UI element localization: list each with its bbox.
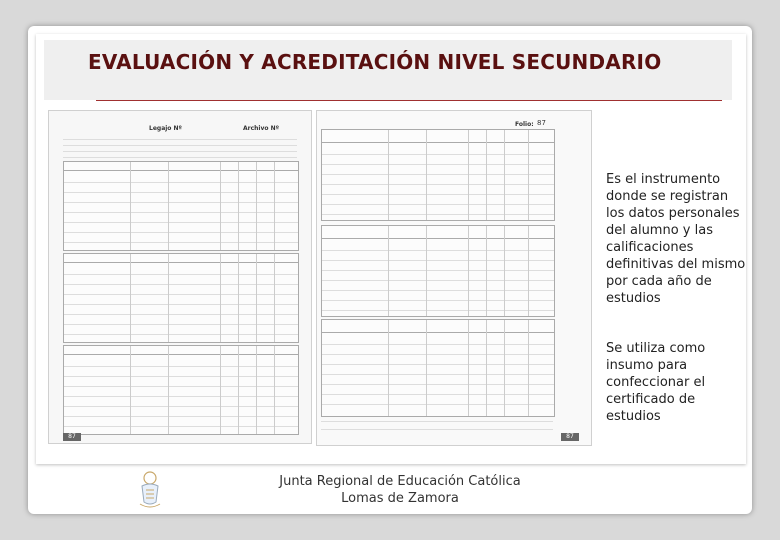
footer-line-2: Lomas de Zamora: [341, 491, 459, 506]
grades-table-year-3: [63, 345, 299, 435]
archivo-label: Archivo Nº: [243, 125, 280, 132]
document-image-left: [48, 110, 312, 444]
grades-table-year-5: [321, 225, 555, 317]
folio-number: 87: [537, 119, 546, 127]
grades-table-year-1: [63, 161, 299, 251]
title-rule: [96, 100, 722, 101]
description-paragraph-1: Es el instrumento donde se registran los datos personales del alumno y las calificaciones definitivas del mismo por cada año de estudios: [606, 172, 746, 306]
grades-table-year-6: [321, 319, 555, 417]
description-paragraph-2: Se utiliza como insumo para confeccionar el certificado de estudios: [606, 341, 706, 424]
footer: [250, 473, 550, 507]
slide-title: EVALUACIÓN Y ACREDITACIÓN NIVEL SECUNDARIO: [88, 50, 662, 74]
signature-area: [321, 417, 553, 437]
school-crest-icon: [134, 468, 166, 510]
legajo-label: Legajo Nº: [149, 125, 182, 132]
folio-label: Folio:: [515, 121, 534, 128]
personal-data-lines: [63, 137, 297, 161]
page-mark-right: 87: [561, 433, 579, 441]
grades-table-year-4: [321, 129, 555, 221]
grades-table-year-2: [63, 253, 299, 343]
document-image-right: [316, 110, 592, 446]
footer-line-1: Junta Regional de Educación Católica: [279, 474, 521, 489]
page-mark-left: 87: [63, 433, 81, 441]
